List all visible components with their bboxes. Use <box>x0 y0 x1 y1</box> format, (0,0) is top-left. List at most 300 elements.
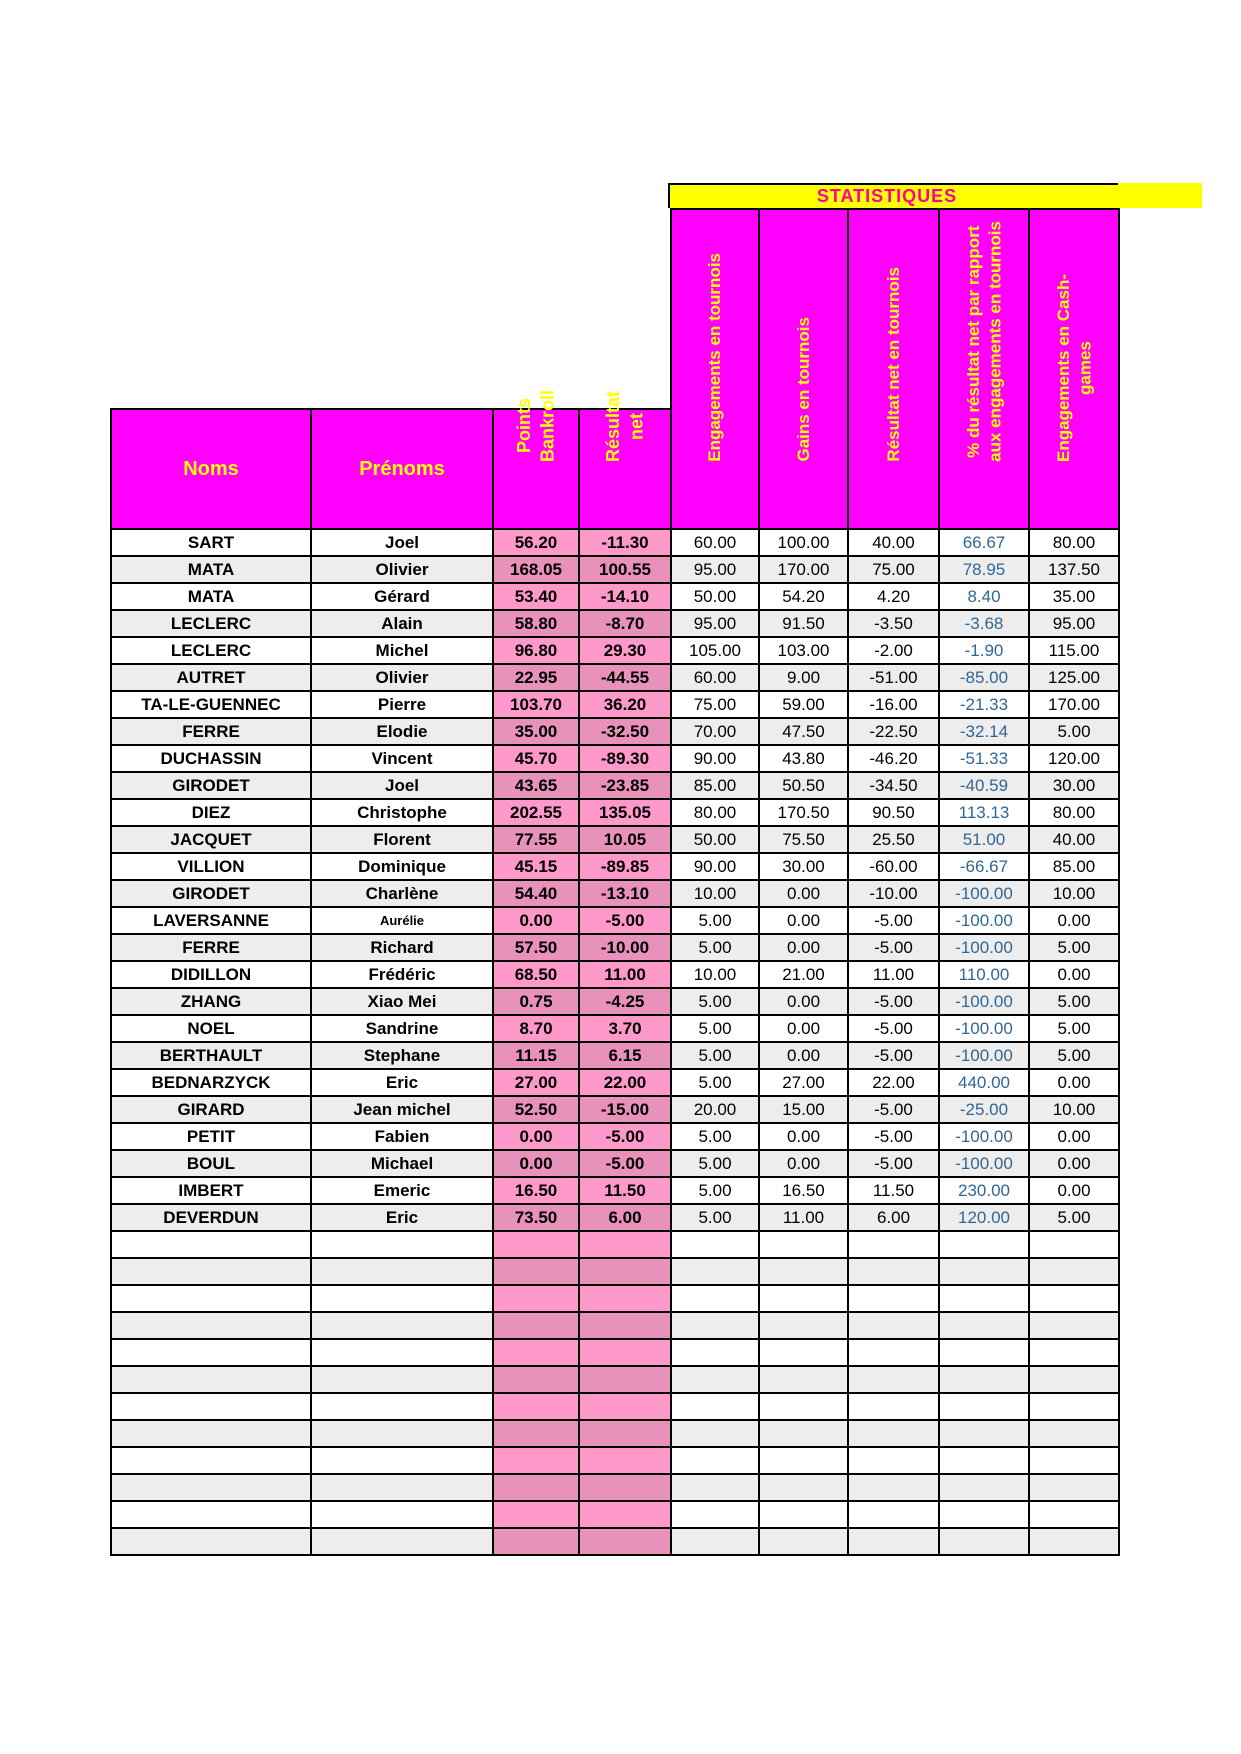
column-header-resultat-net-tournois <box>848 209 939 529</box>
cell-prenom <box>311 1393 493 1420</box>
cell-pourcentage <box>939 1312 1029 1339</box>
cell-pourcentage: 8.40 <box>939 583 1029 610</box>
cell-nom: DIDILLON <box>111 961 311 988</box>
cell-prenom: Joel <box>311 529 493 556</box>
cell-resultat-tournois: -5.00 <box>848 988 939 1015</box>
cell-gains: 0.00 <box>759 1042 848 1069</box>
cell-prenom: Eric <box>311 1204 493 1231</box>
cell-engagements: 10.00 <box>671 961 759 988</box>
cell-pourcentage: -85.00 <box>939 664 1029 691</box>
cell-nom: MATA <box>111 556 311 583</box>
cell-gains: 0.00 <box>759 907 848 934</box>
cell-prenom: Xiao Mei <box>311 988 493 1015</box>
cell-prenom: Emeric <box>311 1177 493 1204</box>
table-row <box>111 1069 1119 1096</box>
cell-resultat-tournois: -2.00 <box>848 637 939 664</box>
cell-nom: AUTRET <box>111 664 311 691</box>
cell-cash-games: 85.00 <box>1029 853 1119 880</box>
cell-nom: NOEL <box>111 1015 311 1042</box>
cell-pourcentage: 78.95 <box>939 556 1029 583</box>
cell-nom: DUCHASSIN <box>111 745 311 772</box>
cell-points <box>493 1528 579 1555</box>
column-header-resultat-net <box>579 390 671 529</box>
cell-engagements <box>671 1231 759 1258</box>
cell-cash-games: 40.00 <box>1029 826 1119 853</box>
cell-points: 73.50 <box>493 1204 579 1231</box>
empty-table-row <box>111 1366 1119 1393</box>
cell-prenom: Michael <box>311 1150 493 1177</box>
column-header-prenoms: Prénoms <box>311 409 493 529</box>
cell-resultat-net: 10.05 <box>579 826 671 853</box>
cell-pourcentage: 113.13 <box>939 799 1029 826</box>
cell-points: 45.15 <box>493 853 579 880</box>
cell-prenom <box>311 1474 493 1501</box>
cell-resultat-tournois <box>848 1501 939 1528</box>
cell-gains: 50.50 <box>759 772 848 799</box>
cell-pourcentage <box>939 1474 1029 1501</box>
table-row <box>111 664 1119 691</box>
cell-pourcentage: -100.00 <box>939 880 1029 907</box>
cell-pourcentage: 120.00 <box>939 1204 1029 1231</box>
empty-table-row <box>111 1474 1119 1501</box>
cell-engagements: 60.00 <box>671 664 759 691</box>
cell-resultat-net: -8.70 <box>579 610 671 637</box>
cell-points: 57.50 <box>493 934 579 961</box>
table-row <box>111 826 1119 853</box>
cell-pourcentage: -3.68 <box>939 610 1029 637</box>
table-row <box>111 880 1119 907</box>
cell-resultat-net: -44.55 <box>579 664 671 691</box>
cell-resultat-net: -89.85 <box>579 853 671 880</box>
cell-points: 52.50 <box>493 1096 579 1123</box>
cell-points <box>493 1312 579 1339</box>
cell-resultat-tournois: -3.50 <box>848 610 939 637</box>
column-header-engagements-cash-games <box>1029 209 1119 529</box>
cell-cash-games: 80.00 <box>1029 529 1119 556</box>
cell-engagements: 60.00 <box>671 529 759 556</box>
cell-points: 35.00 <box>493 718 579 745</box>
cell-prenom <box>311 1447 493 1474</box>
cell-pourcentage <box>939 1501 1029 1528</box>
cell-nom: FERRE <box>111 718 311 745</box>
cell-pourcentage: 230.00 <box>939 1177 1029 1204</box>
cell-nom <box>111 1366 311 1393</box>
cell-points <box>493 1285 579 1312</box>
cell-prenom: Florent <box>311 826 493 853</box>
cell-cash-games: 5.00 <box>1029 1204 1119 1231</box>
cell-gains: 103.00 <box>759 637 848 664</box>
cell-prenom: Alain <box>311 610 493 637</box>
cell-resultat-tournois: -5.00 <box>848 1096 939 1123</box>
cell-cash-games: 170.00 <box>1029 691 1119 718</box>
cell-pourcentage: -66.67 <box>939 853 1029 880</box>
cell-resultat-net: -89.30 <box>579 745 671 772</box>
cell-engagements: 95.00 <box>671 556 759 583</box>
cell-nom <box>111 1312 311 1339</box>
cell-resultat-net: -23.85 <box>579 772 671 799</box>
stats-header-row <box>111 209 1119 409</box>
table-row <box>111 610 1119 637</box>
cell-engagements: 105.00 <box>671 637 759 664</box>
cell-cash-games <box>1029 1366 1119 1393</box>
cell-resultat-tournois: -5.00 <box>848 1150 939 1177</box>
cell-resultat-tournois <box>848 1312 939 1339</box>
cell-engagements: 80.00 <box>671 799 759 826</box>
cell-engagements: 5.00 <box>671 1204 759 1231</box>
cell-engagements: 85.00 <box>671 772 759 799</box>
table-row <box>111 907 1119 934</box>
cell-prenom: Charlène <box>311 880 493 907</box>
cell-resultat-net: 3.70 <box>579 1015 671 1042</box>
cell-cash-games: 0.00 <box>1029 961 1119 988</box>
cell-nom <box>111 1258 311 1285</box>
cell-nom <box>111 1447 311 1474</box>
cell-resultat-net <box>579 1501 671 1528</box>
cell-points: 56.20 <box>493 529 579 556</box>
table-row <box>111 1096 1119 1123</box>
cell-gains: 0.00 <box>759 1150 848 1177</box>
empty-table-row <box>111 1339 1119 1366</box>
table-row <box>111 934 1119 961</box>
cell-prenom <box>311 1231 493 1258</box>
cell-resultat-tournois <box>848 1339 939 1366</box>
cell-engagements <box>671 1339 759 1366</box>
cell-points <box>493 1258 579 1285</box>
cell-cash-games <box>1029 1339 1119 1366</box>
cell-cash-games: 95.00 <box>1029 610 1119 637</box>
cell-resultat-tournois: 40.00 <box>848 529 939 556</box>
cell-pourcentage <box>939 1339 1029 1366</box>
table-row <box>111 961 1119 988</box>
column-header-label: Résultat net <box>602 390 646 462</box>
cell-gains <box>759 1528 848 1555</box>
cell-prenom: Dominique <box>311 853 493 880</box>
cell-gains: 11.00 <box>759 1204 848 1231</box>
cell-resultat-net: -5.00 <box>579 907 671 934</box>
cell-engagements <box>671 1366 759 1393</box>
cell-nom: MATA <box>111 583 311 610</box>
cell-pourcentage <box>939 1447 1029 1474</box>
table-row <box>111 799 1119 826</box>
column-header-engagements-tournois <box>671 209 759 529</box>
cell-nom <box>111 1474 311 1501</box>
column-header-label: Engagements en Cash- games <box>1053 274 1094 462</box>
cell-cash-games: 115.00 <box>1029 637 1119 664</box>
cell-gains: 27.00 <box>759 1069 848 1096</box>
cell-engagements <box>671 1474 759 1501</box>
cell-nom: VILLION <box>111 853 311 880</box>
cell-pourcentage <box>939 1285 1029 1312</box>
cell-pourcentage: 110.00 <box>939 961 1029 988</box>
cell-points: 0.00 <box>493 907 579 934</box>
cell-cash-games <box>1029 1231 1119 1258</box>
cell-gains: 0.00 <box>759 1123 848 1150</box>
cell-prenom: Olivier <box>311 664 493 691</box>
cell-resultat-tournois: 25.50 <box>848 826 939 853</box>
cell-nom: TA-LE-GUENNEC <box>111 691 311 718</box>
cell-cash-games <box>1029 1501 1119 1528</box>
cell-engagements: 5.00 <box>671 1069 759 1096</box>
cell-pourcentage <box>939 1231 1029 1258</box>
cell-cash-games: 5.00 <box>1029 1042 1119 1069</box>
cell-resultat-net <box>579 1528 671 1555</box>
cell-gains: 59.00 <box>759 691 848 718</box>
cell-resultat-net: 6.15 <box>579 1042 671 1069</box>
cell-resultat-net: 29.30 <box>579 637 671 664</box>
column-header-label: Résultat net en tournois <box>883 267 903 462</box>
cell-nom <box>111 1501 311 1528</box>
cell-prenom <box>311 1501 493 1528</box>
cell-pourcentage: -100.00 <box>939 907 1029 934</box>
cell-engagements <box>671 1393 759 1420</box>
cell-engagements <box>671 1312 759 1339</box>
cell-engagements: 95.00 <box>671 610 759 637</box>
cell-gains <box>759 1285 848 1312</box>
cell-points: 168.05 <box>493 556 579 583</box>
cell-cash-games: 10.00 <box>1029 1096 1119 1123</box>
cell-prenom: Gérard <box>311 583 493 610</box>
empty-table-row <box>111 1420 1119 1447</box>
cell-engagements: 5.00 <box>671 988 759 1015</box>
empty-table-row <box>111 1501 1119 1528</box>
cell-resultat-net: 135.05 <box>579 799 671 826</box>
table-row <box>111 988 1119 1015</box>
cell-nom <box>111 1528 311 1555</box>
cell-engagements <box>671 1285 759 1312</box>
cell-nom: GIRARD <box>111 1096 311 1123</box>
cell-cash-games <box>1029 1528 1119 1555</box>
cell-resultat-net: -5.00 <box>579 1150 671 1177</box>
cell-engagements: 5.00 <box>671 907 759 934</box>
cell-cash-games: 5.00 <box>1029 718 1119 745</box>
statistiques-banner-label: STATISTIQUES <box>816 186 958 206</box>
cell-gains: 47.50 <box>759 718 848 745</box>
cell-pourcentage <box>939 1393 1029 1420</box>
cell-gains: 21.00 <box>759 961 848 988</box>
cell-cash-games: 0.00 <box>1029 1123 1119 1150</box>
cell-nom: GIRODET <box>111 772 311 799</box>
cell-pourcentage: -51.33 <box>939 745 1029 772</box>
cell-pourcentage: -25.00 <box>939 1096 1029 1123</box>
cell-nom: PETIT <box>111 1123 311 1150</box>
cell-prenom: Pierre <box>311 691 493 718</box>
cell-cash-games: 0.00 <box>1029 1177 1119 1204</box>
cell-points <box>493 1339 579 1366</box>
cell-nom: GIRODET <box>111 880 311 907</box>
cell-prenom: Fabien <box>311 1123 493 1150</box>
cell-engagements: 5.00 <box>671 934 759 961</box>
empty-table-row <box>111 1231 1119 1258</box>
cell-gains <box>759 1366 848 1393</box>
cell-points <box>493 1447 579 1474</box>
cell-engagements: 50.00 <box>671 826 759 853</box>
table-row <box>111 1123 1119 1150</box>
cell-resultat-tournois: 90.50 <box>848 799 939 826</box>
cell-points: 0.00 <box>493 1123 579 1150</box>
cell-gains: 54.20 <box>759 583 848 610</box>
cell-engagements: 90.00 <box>671 853 759 880</box>
cell-cash-games <box>1029 1393 1119 1420</box>
cell-pourcentage: 440.00 <box>939 1069 1029 1096</box>
cell-resultat-tournois: -22.50 <box>848 718 939 745</box>
cell-engagements <box>671 1501 759 1528</box>
cell-points: 68.50 <box>493 961 579 988</box>
cell-points: 58.80 <box>493 610 579 637</box>
cell-resultat-net: 22.00 <box>579 1069 671 1096</box>
cell-pourcentage: -100.00 <box>939 934 1029 961</box>
cell-nom: ZHANG <box>111 988 311 1015</box>
cell-resultat-tournois <box>848 1474 939 1501</box>
table-row <box>111 772 1119 799</box>
table-row <box>111 745 1119 772</box>
cell-cash-games <box>1029 1447 1119 1474</box>
cell-cash-games: 5.00 <box>1029 1015 1119 1042</box>
cell-pourcentage: 51.00 <box>939 826 1029 853</box>
cell-resultat-tournois: -46.20 <box>848 745 939 772</box>
cell-prenom <box>311 1285 493 1312</box>
cell-cash-games: 120.00 <box>1029 745 1119 772</box>
cell-resultat-net <box>579 1285 671 1312</box>
cell-points: 103.70 <box>493 691 579 718</box>
cell-gains: 91.50 <box>759 610 848 637</box>
cell-nom: DIEZ <box>111 799 311 826</box>
cell-nom <box>111 1285 311 1312</box>
column-header-pourcentage-resultat <box>939 209 1029 529</box>
cell-resultat-net <box>579 1447 671 1474</box>
cell-prenom <box>311 1528 493 1555</box>
cell-resultat-tournois: -5.00 <box>848 1123 939 1150</box>
cell-pourcentage <box>939 1366 1029 1393</box>
cell-engagements: 75.00 <box>671 691 759 718</box>
cell-gains: 9.00 <box>759 664 848 691</box>
cell-resultat-net: -5.00 <box>579 1123 671 1150</box>
cell-nom: LECLERC <box>111 610 311 637</box>
cell-resultat-tournois: -34.50 <box>848 772 939 799</box>
cell-points: 77.55 <box>493 826 579 853</box>
cell-points: 96.80 <box>493 637 579 664</box>
cell-resultat-tournois: -60.00 <box>848 853 939 880</box>
cell-points: 0.75 <box>493 988 579 1015</box>
table-row <box>111 1204 1119 1231</box>
cell-gains <box>759 1501 848 1528</box>
cell-pourcentage: -40.59 <box>939 772 1029 799</box>
cell-resultat-net: 36.20 <box>579 691 671 718</box>
cell-resultat-tournois: 22.00 <box>848 1069 939 1096</box>
cell-gains: 0.00 <box>759 880 848 907</box>
cell-engagements <box>671 1528 759 1555</box>
cell-cash-games: 137.50 <box>1029 556 1119 583</box>
table-row <box>111 1177 1119 1204</box>
cell-gains: 170.00 <box>759 556 848 583</box>
cell-cash-games: 80.00 <box>1029 799 1119 826</box>
cell-prenom: Joel <box>311 772 493 799</box>
cell-engagements <box>671 1447 759 1474</box>
empty-table-row <box>111 1285 1119 1312</box>
table-row <box>111 718 1119 745</box>
cell-nom: IMBERT <box>111 1177 311 1204</box>
cell-points: 45.70 <box>493 745 579 772</box>
table-row <box>111 853 1119 880</box>
cell-prenom <box>311 1312 493 1339</box>
column-header-gains-tournois <box>759 209 848 529</box>
cell-engagements: 5.00 <box>671 1150 759 1177</box>
cell-points: 202.55 <box>493 799 579 826</box>
cell-engagements: 90.00 <box>671 745 759 772</box>
cell-prenom <box>311 1420 493 1447</box>
cell-cash-games: 125.00 <box>1029 664 1119 691</box>
cell-nom: FERRE <box>111 934 311 961</box>
empty-table-row <box>111 1393 1119 1420</box>
cell-resultat-net: -13.10 <box>579 880 671 907</box>
cell-prenom: Jean michel <box>311 1096 493 1123</box>
cell-engagements <box>671 1258 759 1285</box>
cell-cash-games: 30.00 <box>1029 772 1119 799</box>
cell-prenom: Sandrine <box>311 1015 493 1042</box>
cell-pourcentage: -100.00 <box>939 988 1029 1015</box>
cell-nom <box>111 1393 311 1420</box>
cell-resultat-net <box>579 1312 671 1339</box>
cell-resultat-net: -32.50 <box>579 718 671 745</box>
cell-prenom <box>311 1339 493 1366</box>
cell-prenom: Frédéric <box>311 961 493 988</box>
cell-prenom <box>311 1258 493 1285</box>
cell-points <box>493 1501 579 1528</box>
cell-cash-games: 0.00 <box>1029 1069 1119 1096</box>
table-row <box>111 583 1119 610</box>
cell-points: 27.00 <box>493 1069 579 1096</box>
cell-prenom: Vincent <box>311 745 493 772</box>
cell-nom: DEVERDUN <box>111 1204 311 1231</box>
cell-engagements: 5.00 <box>671 1123 759 1150</box>
cell-resultat-tournois <box>848 1231 939 1258</box>
cell-resultat-net: -10.00 <box>579 934 671 961</box>
cell-nom: BOUL <box>111 1150 311 1177</box>
cell-cash-games <box>1029 1420 1119 1447</box>
cell-engagements: 20.00 <box>671 1096 759 1123</box>
cell-engagements: 5.00 <box>671 1042 759 1069</box>
cell-resultat-net <box>579 1420 671 1447</box>
cell-resultat-net <box>579 1339 671 1366</box>
cell-resultat-tournois: 75.00 <box>848 556 939 583</box>
cell-points: 22.95 <box>493 664 579 691</box>
cell-engagements: 50.00 <box>671 583 759 610</box>
column-header-noms: Noms <box>111 409 311 529</box>
cell-resultat-tournois: 6.00 <box>848 1204 939 1231</box>
cell-nom: LECLERC <box>111 637 311 664</box>
column-header-label: Gains en tournois <box>793 317 813 462</box>
cell-nom <box>111 1339 311 1366</box>
cell-gains <box>759 1231 848 1258</box>
cell-resultat-tournois <box>848 1447 939 1474</box>
cell-engagements: 70.00 <box>671 718 759 745</box>
cell-resultat-net: 11.50 <box>579 1177 671 1204</box>
cell-gains: 100.00 <box>759 529 848 556</box>
cell-cash-games: 35.00 <box>1029 583 1119 610</box>
cell-resultat-net <box>579 1231 671 1258</box>
table-row <box>111 1015 1119 1042</box>
cell-points: 11.15 <box>493 1042 579 1069</box>
cell-prenom: Richard <box>311 934 493 961</box>
cell-nom: BERTHAULT <box>111 1042 311 1069</box>
cell-pourcentage: 66.67 <box>939 529 1029 556</box>
statistiques-banner <box>668 183 1118 208</box>
cell-resultat-net <box>579 1258 671 1285</box>
cell-points <box>493 1366 579 1393</box>
cell-cash-games <box>1029 1312 1119 1339</box>
stats-table <box>110 208 1120 1556</box>
cell-resultat-tournois: -5.00 <box>848 1015 939 1042</box>
cell-prenom: Michel <box>311 637 493 664</box>
